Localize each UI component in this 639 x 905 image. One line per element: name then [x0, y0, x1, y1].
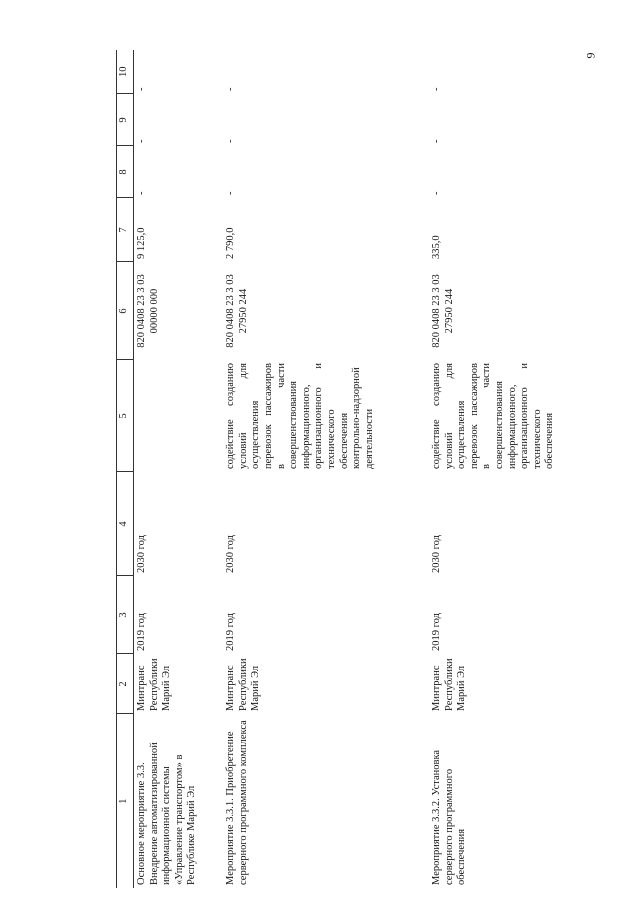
rotated-table-container [116, 50, 635, 888]
header-cell: 2 [117, 654, 134, 714]
end-year: 2030 год [136, 535, 147, 573]
amount: 9 125,0 [136, 227, 147, 259]
header-cell: 9 [117, 94, 134, 146]
header-cell: 4 [117, 472, 134, 576]
value-col8: - [431, 191, 443, 195]
start-year: 2019 год [431, 613, 443, 651]
header-cell: 6 [117, 262, 134, 360]
end-year: 2030 год [225, 535, 237, 573]
expected-result: содействие созданию условий для осуществления перевозок пассажиров в части совершенствования информационного, организационного и технического обеспечения контрольно-надзорной деятельности [225, 363, 375, 469]
value-col9: - [225, 139, 237, 143]
value-col9: - [431, 139, 443, 143]
expected-result [134, 360, 224, 472]
measure-name: Мероприятие 3.3.1. Приобретение серверного программного комплекса [225, 720, 249, 885]
budget-code: 820 0408 23 3 03 27950 244 [225, 274, 249, 348]
header-cell: 8 [117, 146, 134, 198]
value-col9: - [136, 139, 147, 143]
program-table [116, 50, 635, 888]
value-col10: - [136, 87, 147, 91]
header-cell: 5 [117, 360, 134, 472]
page-number: 9 [583, 52, 598, 59]
value-col10: - [225, 87, 237, 91]
amount: 2 790,0 [225, 227, 237, 259]
start-year: 2019 год [225, 613, 237, 651]
expected-result: содействие созданию условий для осуществления перевозок пассажиров в части совершенствования информационного, организационного и технического обеспечения [431, 363, 556, 469]
table-row [223, 50, 429, 888]
responsible-executor: Минтранс Республики Марий Эл [225, 658, 262, 711]
table-row [429, 50, 635, 888]
responsible-executor: Минтранс Республики Марий Эл [431, 658, 468, 711]
header-cell: 1 [117, 714, 134, 888]
header-row [117, 50, 134, 888]
measure-name: Основное мероприятие 3.3. Внедрение автоматизированной информационной системы «Управление транспортом» в Республике Марий Эл [136, 742, 198, 885]
start-year: 2019 год [136, 613, 147, 651]
measure-name: Мероприятие 3.3.2. Установка серверного программного обеспечения [431, 749, 468, 885]
budget-code: 820 0408 23 3 03 27950 244 [431, 274, 455, 348]
value-col8: - [225, 191, 237, 195]
amount: 335,0 [431, 235, 443, 259]
value-col8: - [136, 191, 147, 195]
responsible-executor: Минтранс Республики Марий Эл [136, 658, 173, 711]
header-cell: 10 [117, 50, 134, 94]
table-row [134, 50, 224, 888]
value-col10: - [431, 87, 443, 91]
budget-code: 820 0408 23 3 03 00000 000 [136, 274, 160, 348]
header-cell: 7 [117, 198, 134, 262]
header-cell: 3 [117, 576, 134, 654]
end-year: 2030 год [431, 535, 443, 573]
